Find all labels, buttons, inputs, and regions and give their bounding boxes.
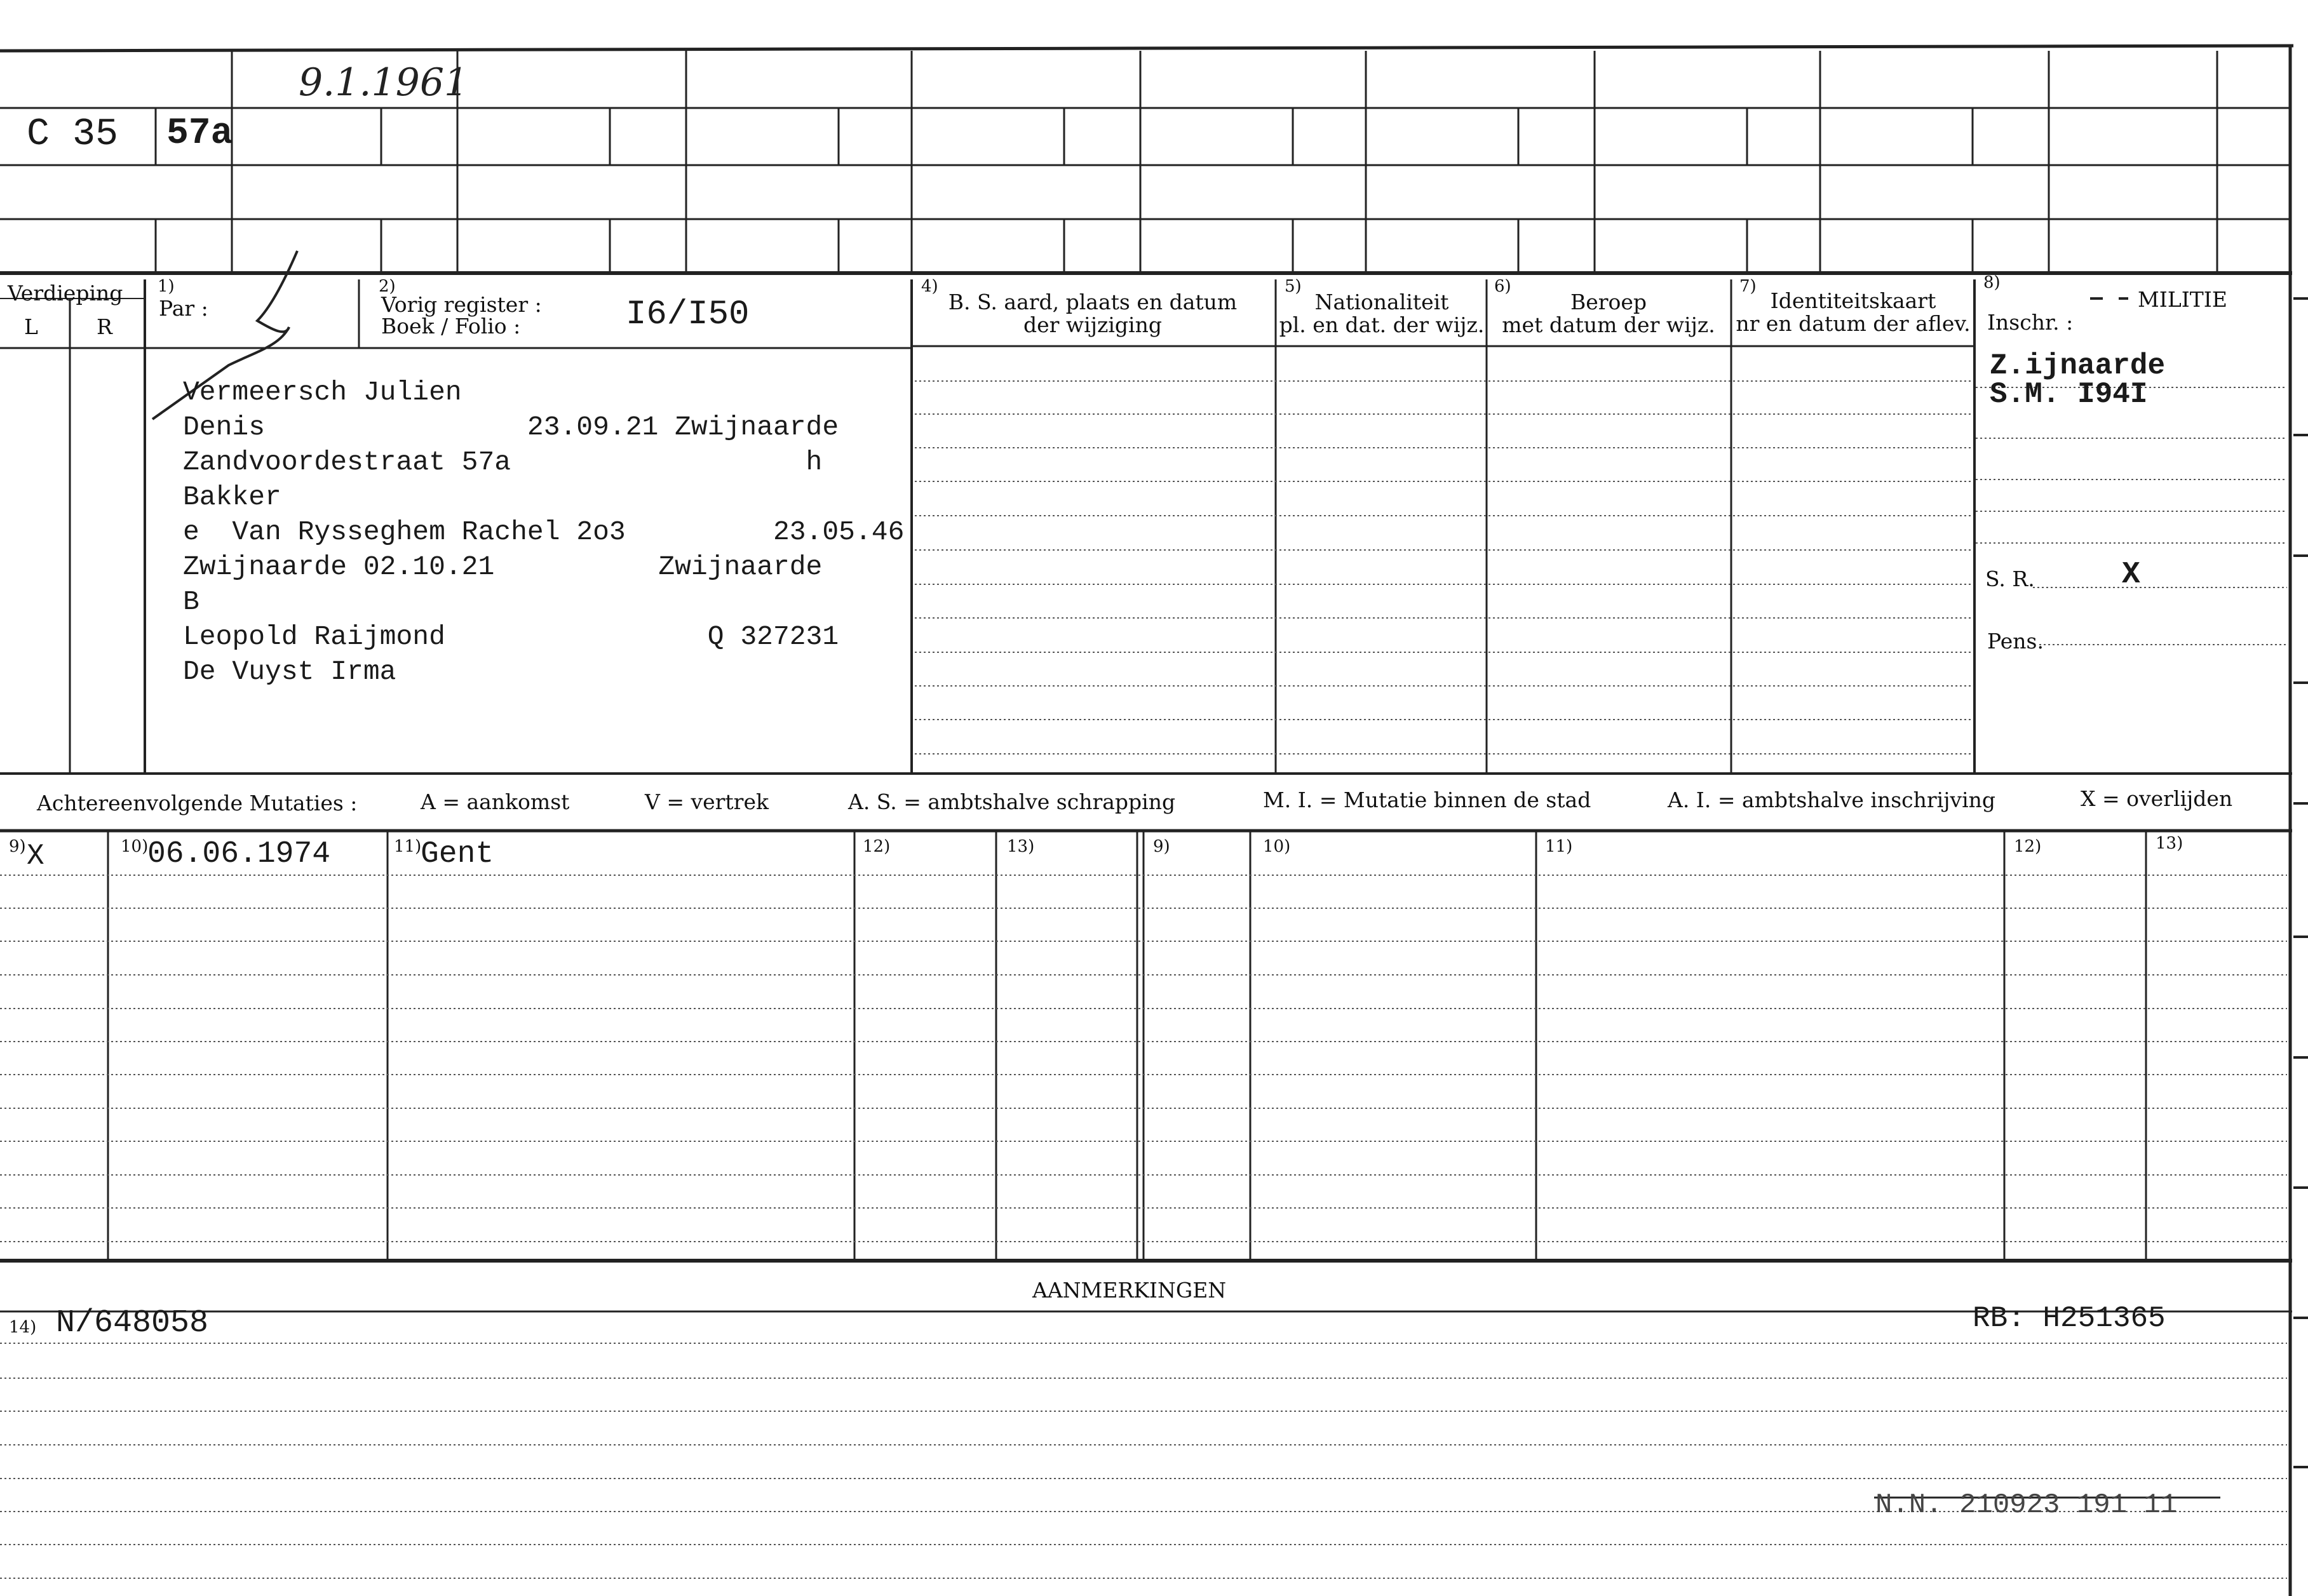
person-line-name: Vermeersch Julien <box>183 377 462 408</box>
col2-number: 2) <box>379 277 396 296</box>
mut-col-10-left: 10) <box>121 837 149 856</box>
mutation-date: 06.06.1974 <box>147 837 331 871</box>
identiteitskaart-line1: Identiteitskaart <box>1770 288 1936 313</box>
bs-header-line2: der wijziging <box>1023 312 1162 337</box>
legend-ambtshalve-schrapping: A. S. = ambtshalve schrapping <box>848 789 1176 814</box>
verdieping-label: Verdieping <box>8 281 123 305</box>
mut-col-13-right: 13) <box>2156 834 2183 853</box>
mut-col-12-right: 12) <box>2014 837 2042 856</box>
mutation-place: Gent <box>421 837 494 871</box>
militie-label: MILITIE <box>2138 287 2227 312</box>
col6-number: 6) <box>1494 277 1511 296</box>
col4-number: 4) <box>921 277 938 296</box>
remarks-rb-value: RB: H251365 <box>1973 1302 2166 1335</box>
col7-number: 7) <box>1739 277 1757 296</box>
legend-aankomst: A = aankomst <box>421 789 570 814</box>
ref-code-1: C 35 <box>27 113 119 156</box>
remarks-number: 14) <box>9 1318 37 1337</box>
person-line-address: Zandvoordestraat 57a h <box>183 446 823 478</box>
person-line-spouse-birth: Zwijnaarde 02.10.21 Zwijnaarde <box>183 551 823 582</box>
identiteitskaart-line2: nr en datum der aflev. <box>1736 311 1971 336</box>
militie-year: S.M. I94I <box>1990 378 2148 411</box>
mut-col-12-left: 12) <box>863 837 891 856</box>
mutation-code: X <box>27 840 44 873</box>
col8-number: 8) <box>1983 273 2001 292</box>
vorig-register-label: Vorig register : <box>381 292 542 317</box>
remarks-nn-value: N.N. 210923 191 11 <box>1875 1489 2178 1521</box>
person-line-father: Leopold Raijmond Q 327231 <box>183 621 839 652</box>
boek-folio-label: Boek / Folio : <box>381 314 521 339</box>
militie-place: Z.ijnaarde <box>1990 349 2166 382</box>
pens-label: Pens. <box>1987 629 2044 654</box>
mut-col-13-left: 13) <box>1007 837 1035 856</box>
person-line-profession: Bakker <box>183 481 281 513</box>
legend-vertrek: V = vertrek <box>645 789 769 814</box>
bs-header-line1: B. S. aard, plaats en datum <box>948 290 1238 314</box>
mutations-legend-title: Achtereenvolgende Mutaties : <box>37 791 358 815</box>
legend-overlijden: X = overlijden <box>2081 786 2233 811</box>
inschr-label: Inschr. : <box>1987 310 2074 335</box>
person-line-mother: De Vuyst Irma <box>183 656 396 687</box>
beroep-line2: met datum der wijz. <box>1502 312 1715 337</box>
sr-value: X <box>2122 558 2140 592</box>
handwritten-date: 9.1.1961 <box>299 60 469 105</box>
col1-number: 1) <box>158 277 175 296</box>
beroep-line1: Beroep <box>1570 290 1647 314</box>
legend-ambtshalve-inschrijving: A. I. = ambtshalve inschrijving <box>1668 788 1996 812</box>
mut-col-9-left: 9) <box>9 837 26 856</box>
sr-label: S. R. <box>1985 567 2035 591</box>
floor-r-label: R <box>97 314 112 339</box>
boek-folio-value: I6/I50 <box>626 295 750 334</box>
person-line-nationality: B <box>183 586 199 617</box>
aanmerkingen-title: AANMERKINGEN <box>1032 1278 1227 1303</box>
person-line-spouse: e Van Rysseghem Rachel 2o3 23.05.46 <box>183 516 905 547</box>
ref-code-2: 57a <box>166 113 233 154</box>
mut-col-10-right: 10) <box>1263 837 1291 856</box>
mut-col-9-right: 9) <box>1153 837 1170 856</box>
nationaliteit-line2: pl. en dat. der wijz. <box>1279 312 1485 337</box>
col5-number: 5) <box>1285 277 1302 296</box>
nationaliteit-line1: Nationaliteit <box>1314 290 1449 314</box>
par-label: Par : <box>159 296 208 321</box>
floor-l-label: L <box>24 314 38 339</box>
person-line-birth: Denis 23.09.21 Zwijnaarde <box>183 412 839 443</box>
legend-mutatie-binnen-stad: M. I. = Mutatie binnen de stad <box>1263 788 1591 812</box>
mut-col-11-left: 11) <box>394 837 422 856</box>
remarks-n-value: N/648058 <box>56 1305 209 1341</box>
mut-col-11-right: 11) <box>1545 837 1573 856</box>
person-record <box>183 375 904 689</box>
